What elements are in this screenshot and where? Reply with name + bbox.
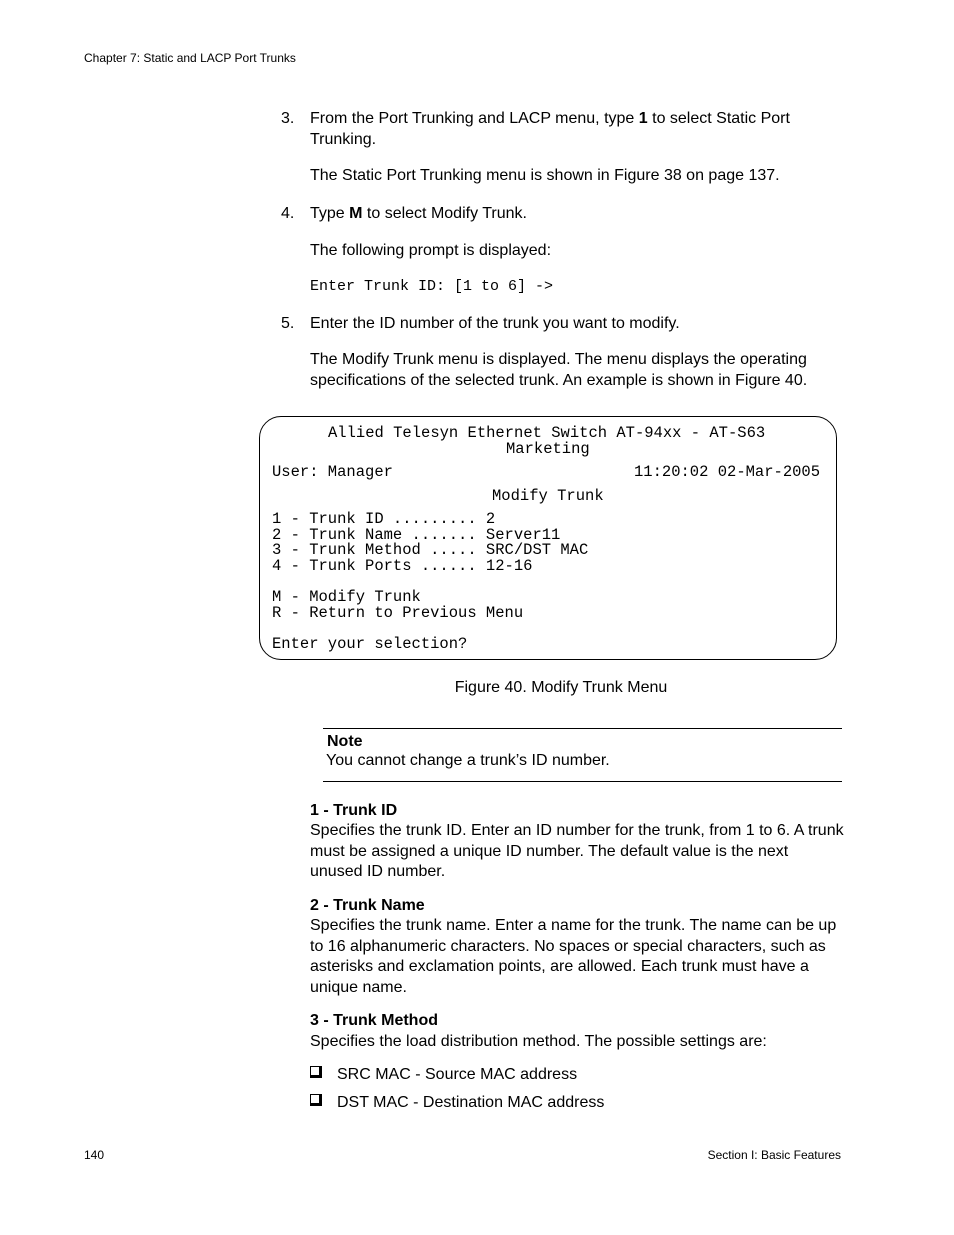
note-title: Note — [327, 733, 363, 750]
step-number: 5. — [281, 315, 295, 332]
step-text — [310, 203, 840, 224]
terminal-item-trunk-ports: 4 - Trunk Ports ...... 12-16 — [272, 557, 533, 575]
list-item-text: SRC MAC - Source MAC address — [337, 1066, 578, 1083]
step-number: 3. — [281, 110, 295, 127]
terminal-title: Allied Telesyn Ethernet Switch AT-94xx - AT-S63 — [328, 424, 766, 442]
list-item — [310, 1094, 604, 1112]
section-title-trunk-name: 2 - Trunk Name — [310, 897, 425, 914]
prompt-intro: The following prompt is displayed: — [310, 242, 552, 259]
checkbox-bullet-icon — [310, 1066, 322, 1078]
section-text-trunk-method: Specifies the load distribution method. The possible settings are: — [310, 1033, 767, 1050]
section-text-trunk-id: Specifies the trunk ID. Enter an ID number for the trunk, from 1 to 6. A trunk must be assigned a unique ID number. The default value is the next unused ID number. — [310, 822, 844, 880]
section-title-trunk-id: 1 - Trunk ID — [310, 802, 398, 819]
step-text — [310, 108, 840, 150]
terminal-option-modify: M - Modify Trunk — [272, 588, 421, 606]
step-number: 4. — [281, 205, 295, 222]
note-text: You cannot change a trunk’s ID number. — [326, 752, 610, 769]
step-text-pre: From the Port Trunking and LACP menu, type — [310, 110, 639, 127]
page-number: 140 — [84, 1148, 105, 1162]
section-title-trunk-method: 3 - Trunk Method — [310, 1012, 438, 1029]
terminal-location: Marketing — [506, 440, 590, 458]
terminal-option-return: R - Return to Previous Menu — [272, 604, 524, 622]
step-text-pre: Type — [310, 205, 350, 222]
checkbox-bullet-icon — [310, 1094, 322, 1106]
terminal-prompt: Enter your selection? — [272, 635, 468, 653]
running-header: Chapter 7: Static and LACP Port Trunks — [84, 51, 296, 65]
terminal-menu-title: Modify Trunk — [492, 487, 604, 505]
modify-menu-description: The Modify Trunk menu is displayed. The menu displays the operating specifications of the selected trunk. An example is shown in Figure 40. — [310, 351, 808, 389]
section-text-trunk-name: Specifies the trunk name. Enter a name for the trunk. The name can be up to 16 alphanumeric characters. No spaces or special characters, such as asterisks and exclamation points, are allowed. Each trunk must have a unique name. — [310, 917, 837, 996]
note-box — [323, 728, 842, 782]
step-text-post: to select Static Port Trunking. — [310, 110, 790, 148]
list-item — [310, 1066, 577, 1084]
list-item-text: DST MAC - Destination MAC address — [337, 1094, 605, 1111]
terminal-screen — [259, 416, 837, 660]
step-text: Enter the ID number of the trunk you want to modify. — [310, 315, 680, 332]
terminal-item-trunk-id: 1 - Trunk ID ......... 2 — [272, 510, 496, 528]
prompt-command: Enter Trunk ID: [1 to 6] -> — [310, 278, 554, 295]
step-key: M — [349, 205, 363, 222]
step-text-post: to select Modify Trunk. — [362, 205, 527, 222]
static-menu-reference: The Static Port Trunking menu is shown in Figure 38 on page 137. — [310, 167, 780, 184]
figure-caption: Figure 40. Modify Trunk Menu — [454, 679, 668, 696]
terminal-user: User: Manager — [272, 463, 393, 481]
terminal-item-trunk-method: 3 - Trunk Method ..... SRC/DST MAC — [272, 541, 589, 559]
terminal-datetime: 11:20:02 02-Mar-2005 — [634, 463, 821, 481]
step-key: 1 — [638, 110, 648, 127]
running-footer: Section I: Basic Features — [707, 1148, 841, 1162]
terminal-item-trunk-name: 2 - Trunk Name ....... Server11 — [272, 526, 561, 544]
